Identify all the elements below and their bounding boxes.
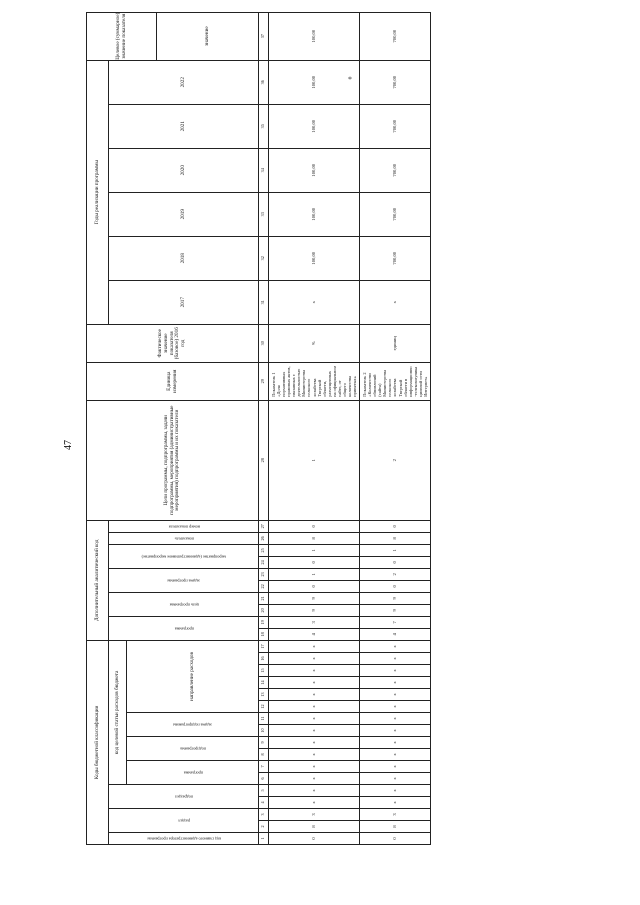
col-task-program-header: задача программы (109, 568, 259, 592)
year-2021-header: 2021 (109, 104, 259, 148)
year-2019-header: 2019 (109, 192, 259, 236)
unit-cell: единиц (360, 324, 431, 362)
code-digit: х (360, 640, 431, 652)
column-number: 29 (259, 362, 269, 400)
column-number: 28 (259, 400, 269, 520)
column-number: 16 (259, 653, 269, 665)
col-program-header: программа (127, 761, 259, 785)
column-number: 17 (259, 640, 269, 652)
column-number: 7 (259, 761, 269, 773)
column-number: 2 (259, 821, 269, 833)
column-number: 26 (259, 532, 269, 544)
code-digit: 0 (360, 520, 431, 532)
column-number: 31 (259, 280, 269, 324)
col-subprogram-header: подпрограмма (127, 737, 259, 761)
code-digit: х (360, 785, 431, 797)
year-2020-header: 2020 (109, 148, 259, 192)
code-digit: х (360, 737, 431, 749)
code-digit: 0 (269, 580, 360, 592)
page-number: 47 (63, 440, 74, 450)
code-digit: х (360, 713, 431, 725)
indicator-text: Показатель 1 «Доля нормативных правовых актов, связанных с деятельностью Министерства сельского хозяйства Тверской области, размещенных на официальном сайте, от общего количества принятых» (269, 362, 360, 400)
col-purpose-header: цель программы (109, 592, 259, 616)
col-admin-header: код главного администратора программы (109, 833, 259, 845)
col-subsection-header: подраздел (109, 785, 259, 809)
goals-header: Цели программы, подпрограммы, задачи подпрограммы, мероприятия (административные мероприятия) подпрограммы и их показатели (87, 400, 259, 520)
code-digit: 8 (269, 532, 360, 544)
code-digit: 4 (269, 628, 360, 640)
code-digit: 9 (360, 592, 431, 604)
code-digit: х (269, 785, 360, 797)
column-number: 35 (259, 104, 269, 148)
fact-cell: х (269, 280, 360, 324)
code-digit: х (360, 725, 431, 737)
column-number: 21 (259, 592, 269, 604)
code-digit: х (269, 701, 360, 713)
col-direction-header: направление расходов (127, 640, 259, 712)
code-digit: х (360, 749, 431, 761)
code-digit: 9 (269, 592, 360, 604)
fact-header: Фактическое значение показателя (базовое) 2016 год (87, 324, 259, 362)
column-number-row (259, 12, 269, 844)
code-digit: х (269, 773, 360, 785)
code-digit: 0 (269, 556, 360, 568)
column-number: 8 (259, 749, 269, 761)
column-number: 13 (259, 689, 269, 701)
column-number: 30 (259, 324, 269, 362)
col-program-code-header: программа (109, 616, 259, 640)
code-digit: 1 (360, 544, 431, 556)
unit-cell: % (269, 324, 360, 362)
code-digit: 0 (360, 833, 431, 845)
code-digit: 2 (360, 400, 431, 520)
year-2017-header: 2017 (109, 280, 259, 324)
column-number: 34 (259, 148, 269, 192)
table-row (269, 12, 360, 844)
code-digit: 1 (269, 400, 360, 520)
value-2020: 100,00 (269, 104, 360, 148)
col-event-no-header: номер показателя (109, 520, 259, 532)
column-number: 27 (259, 520, 269, 532)
code-digit: х (269, 665, 360, 677)
code-digit: х (269, 677, 360, 689)
col-section-header: раздел (109, 809, 259, 833)
code-digit: 3 (269, 809, 360, 821)
code-digit: 9 (360, 604, 431, 616)
column-number: 14 (259, 677, 269, 689)
code-digit: х (360, 653, 431, 665)
code-digit: 0 (360, 580, 431, 592)
column-number: 5 (259, 785, 269, 797)
column-number: 23 (259, 568, 269, 580)
column-number: 33 (259, 192, 269, 236)
code-digit: х (360, 689, 431, 701)
code-digit: 9 (269, 604, 360, 616)
column-number: 9 (259, 737, 269, 749)
column-number: 18 (259, 628, 269, 640)
code-digit: х (269, 761, 360, 773)
column-number: 37 (259, 12, 269, 60)
code-digit: х (360, 797, 431, 809)
unit-header: Единица измерения (87, 362, 259, 400)
year-2022-header: 2022 (109, 60, 259, 104)
column-number: 19 (259, 616, 269, 628)
code-digit: х (269, 640, 360, 652)
year-2018-header: 2018 (109, 236, 259, 280)
column-number: 32 (259, 236, 269, 280)
code-digit: х (269, 797, 360, 809)
code-digit: х (360, 761, 431, 773)
code-digit: х (360, 677, 431, 689)
code-digit: 8 (269, 821, 360, 833)
table-row (360, 12, 431, 844)
column-number: 20 (259, 604, 269, 616)
budget-codes-header: Коды бюджетной классификации (87, 640, 109, 844)
column-number: 10 (259, 725, 269, 737)
additional-code-header: Дополнительный аналитический код (87, 520, 109, 640)
column-number: 15 (259, 665, 269, 677)
code-digit: 0 (269, 833, 360, 845)
code-digit: х (269, 713, 360, 725)
code-digit: 3 (269, 616, 360, 628)
value-2018: 100,00 (269, 192, 360, 236)
code-digit: 0 (269, 520, 360, 532)
value-2019: 100,00 (269, 148, 360, 192)
column-number: 24 (259, 556, 269, 568)
code-digit: 1 (269, 568, 360, 580)
value-2022: 700,00 (360, 12, 431, 60)
code-digit: х (360, 701, 431, 713)
column-number: 6 (259, 773, 269, 785)
final-header: Целевое (суммарное) значение показателя (87, 12, 157, 60)
value-2020: 700,00 (360, 104, 431, 148)
code-digit: 7 (360, 616, 431, 628)
code-digit: 4 (360, 628, 431, 640)
years-header: Годы реализации программы (87, 60, 109, 324)
column-number: 25 (259, 544, 269, 556)
value-2022: 100,00 (269, 12, 360, 60)
indicator-table-rotated (86, 12, 428, 845)
value-2019: 700,00 (360, 148, 431, 192)
code-digit: 2 (360, 568, 431, 580)
code-digit: 0 (360, 556, 431, 568)
fact-cell: х (360, 280, 431, 324)
col-event-header: мероприятие (административное мероприятие) (109, 544, 259, 568)
value-2018: 700,00 (360, 192, 431, 236)
final-value-header: значение (157, 12, 259, 60)
value-2021: 700,00 (360, 60, 431, 104)
indicator-text: Показатель 2 «Количество обновлений (сайта) Министерства сельского хозяйства Тверской области в информационно-телекоммуникационной сети Интернет» (360, 362, 431, 400)
value-2021: 100,00 (269, 60, 360, 104)
target-article-header: код целевой статьи расходов бюджета (109, 640, 127, 784)
code-digit: х (269, 737, 360, 749)
corner-mark: * (348, 75, 352, 84)
code-digit: 8 (360, 532, 431, 544)
code-digit: х (360, 773, 431, 785)
code-digit: 1 (269, 544, 360, 556)
column-number: 36 (259, 60, 269, 104)
code-digit: 3 (360, 809, 431, 821)
value-2017: 700,00 (360, 236, 431, 280)
col-task-subprogram-header: задача подпрограммы (127, 713, 259, 737)
column-number: 11 (259, 713, 269, 725)
code-digit: х (360, 665, 431, 677)
col-indicator-type-header: показатель (109, 532, 259, 544)
code-digit: 8 (360, 821, 431, 833)
header-row-1 (87, 12, 109, 844)
code-digit: х (269, 749, 360, 761)
value-2017: 100,00 (269, 236, 360, 280)
code-digit: х (269, 725, 360, 737)
column-number: 12 (259, 701, 269, 713)
column-number: 4 (259, 797, 269, 809)
indicator-table (86, 12, 431, 845)
column-number: 1 (259, 833, 269, 845)
column-number: 3 (259, 809, 269, 821)
code-digit: х (269, 689, 360, 701)
column-number: 22 (259, 580, 269, 592)
code-digit: х (269, 653, 360, 665)
